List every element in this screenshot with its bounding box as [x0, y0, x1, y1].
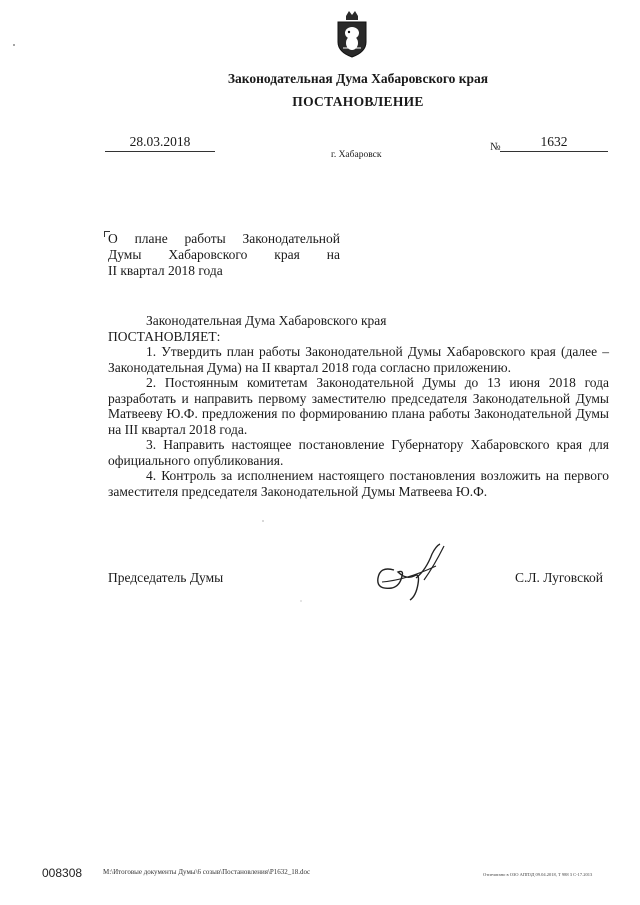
subject-line: Думы Хабаровского края на — [108, 247, 340, 262]
number-label: № — [490, 141, 501, 153]
subject-line: II квартал 2018 года — [108, 263, 223, 278]
document-city: г. Хабаровск — [331, 150, 382, 160]
resolution-item: 4. Контроль за исполнением настоящего постановления возложить на первого заместителя председателя Законодательной Думы Матвеева Ю.Ф. — [108, 468, 609, 499]
footer-print-info: Отпечатано в ОЗО АППЗД 09.04.2018, Т 988 3 С-17.2013 — [483, 872, 593, 877]
signatory-title: Председатель Думы — [108, 570, 224, 585]
scan-speck — [13, 44, 15, 46]
document-date: 28.03.2018 — [105, 134, 215, 152]
resolution-item: 1. Утвердить план работы Законодательной Думы Хабаровского края (далее – Законодательная Дума) на II квартал 2018 года согласно приложению. — [108, 344, 609, 375]
coat-of-arms-icon — [332, 8, 372, 58]
scan-speck — [300, 600, 302, 602]
resolution-item: 3. Направить настоящее постановление Губернатору Хабаровского края для официального опубликования. — [108, 437, 609, 468]
footer-file-path: M:\Итоговые документы Думы\6 созыв\Постановления\P1632_18.doc — [103, 868, 311, 876]
signatory-name: С.Л. Луговской — [515, 570, 603, 585]
document-subject — [108, 231, 340, 279]
handwritten-signature — [366, 540, 466, 605]
footer-document-code: 008308 — [42, 866, 83, 880]
organization-name: Законодательная Дума Хабаровского края — [227, 71, 489, 86]
document-number: 1632 — [500, 134, 608, 152]
document-type: ПОСТАНОВЛЕНИЕ — [292, 94, 424, 109]
document-body — [108, 313, 609, 499]
resolution-item: 2. Постоянным комитетам Законодательной Думы до 13 июня 2018 года разработать и направить первому заместителю председателя Законодательной Думы Матвееву Ю.Ф. предложения по формированию плана работы Законодательной Думы на III квартал 2018 года. — [108, 375, 609, 437]
preamble: Законодательная Дума Хабаровского края — [146, 313, 387, 328]
scan-speck — [262, 520, 264, 522]
subject-line: О плане работы Законодательной — [108, 231, 340, 246]
resolves-heading: ПОСТАНОВЛЯЕТ: — [108, 328, 221, 344]
